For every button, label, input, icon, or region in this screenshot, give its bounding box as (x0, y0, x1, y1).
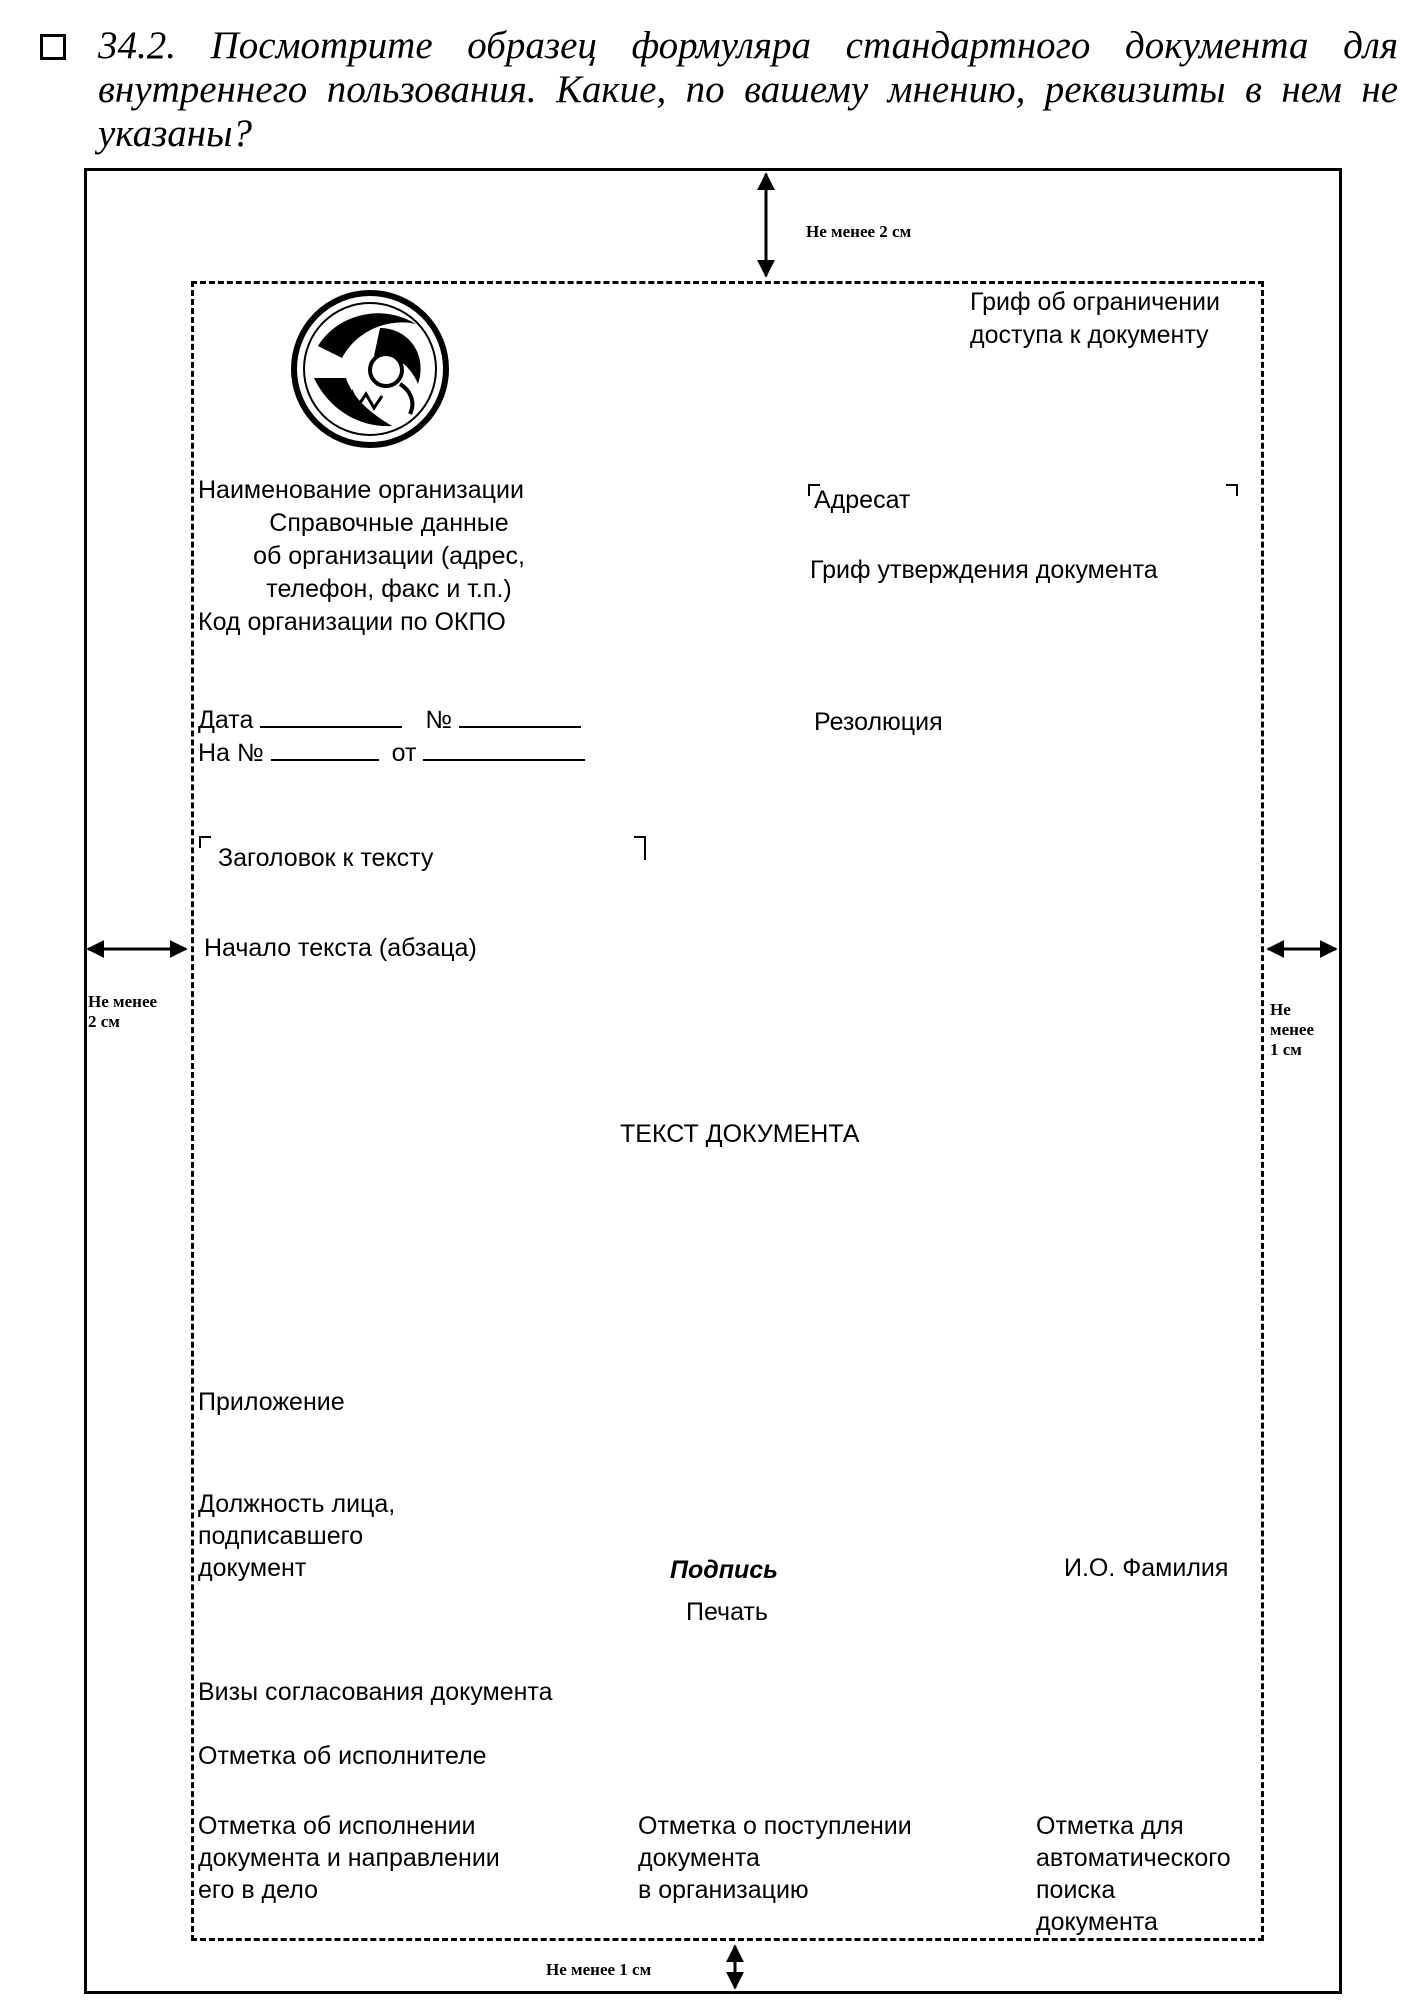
bottom-margin-label: Не менее 1 см (546, 1960, 652, 1979)
initials-surname: И.О. Фамилия (1064, 1554, 1229, 1582)
bracket-corner-icon (1226, 484, 1238, 496)
reference-date-blank (423, 737, 585, 761)
auto-search-note: Отметка для автоматического поиска документа (1036, 1812, 1231, 1936)
reference-line: На № от (198, 737, 585, 770)
bracket-corner-icon (199, 836, 211, 848)
signer-position: Должность лица, подписавшего документ (198, 1490, 396, 1582)
resolution: Резолюция (814, 708, 943, 736)
executor-note: Отметка об исполнителе (198, 1742, 487, 1770)
left-margin-label: Не менее 2 см (88, 992, 158, 1031)
date-number-line: Дата № (198, 704, 581, 737)
appendix: Приложение (198, 1388, 345, 1416)
text-start: Начало текста (абзаца) (204, 934, 477, 962)
addressee: Адресат (814, 486, 911, 514)
approval-stamp: Гриф утверждения документа (810, 556, 1158, 584)
document-text: ТЕКСТ ДОКУМЕНТА (620, 1120, 860, 1148)
number-blank (459, 704, 581, 728)
execution-note: Отметка об исполнении документа и направлении его в дело (198, 1812, 500, 1904)
right-margin-label: Не менее 1 см (1270, 1000, 1315, 1059)
bracket-corner-icon (634, 836, 646, 860)
organization-name: Наименование организации (198, 476, 524, 504)
organization-reference-data: Справочные данные об организации (адрес, телефон, факс и т.п.) (253, 509, 525, 603)
access-restriction-stamp: Гриф об ограничении доступа к документу (970, 288, 1220, 349)
date-blank (260, 704, 402, 728)
task-number: 34.2. (98, 24, 176, 67)
stamp: Печать (686, 1598, 768, 1626)
task-text: Посмотрите образец формуляра стандартного документа для внутреннего пользования. Какие, по вашему мнению, реквизиты в нем не указаны? (98, 24, 1398, 155)
organization-emblem (288, 288, 452, 450)
text-title: Заголовок к тексту (218, 844, 434, 872)
top-margin-label: Не менее 2 см (806, 222, 912, 241)
reference-number-blank (271, 737, 379, 761)
approval-visas: Визы согласования документа (198, 1678, 553, 1706)
receipt-note: Отметка о поступлении документа в организацию (638, 1812, 912, 1904)
okpo-code: Код организации по ОКПО (198, 608, 506, 636)
signature: Подпись (670, 1556, 778, 1584)
